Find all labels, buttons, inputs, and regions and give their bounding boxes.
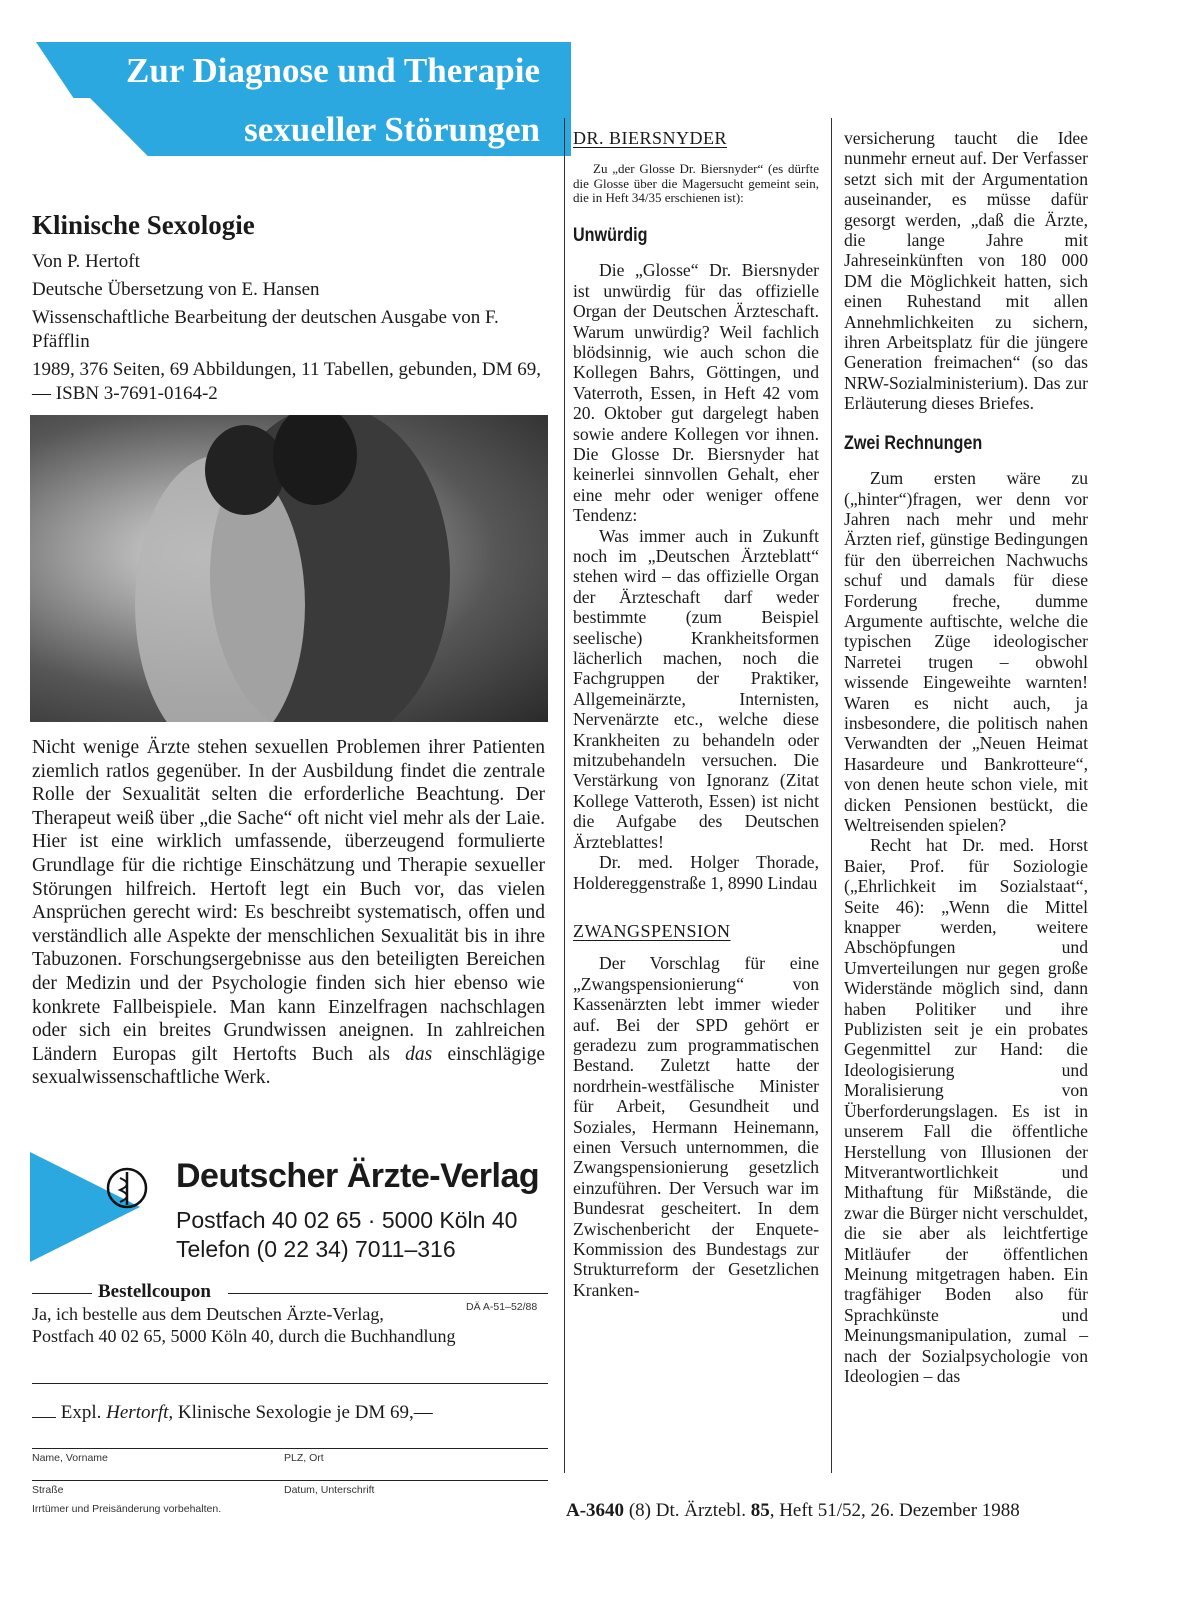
book-details: 1989, 376 Seiten, 69 Abbildungen, 11 Tabellen, gebunden, DM 69,— ISBN 3-7691-0164-2 bbox=[32, 359, 541, 404]
page-footer bbox=[566, 1500, 1112, 1522]
letter-intro: Zu „der Glosse Dr. Biersnyder“ (es dürfte die Glosse über die Magersucht gemeint sein, die in Heft 34/35 erschienen ist): bbox=[573, 161, 819, 206]
quantity-blank[interactable] bbox=[32, 1417, 56, 1418]
book-description bbox=[32, 736, 545, 1090]
footer-issue: , Heft 51/52, 26. Dezember 1988 bbox=[769, 1500, 1020, 1521]
coupon-text-1: Ja, ich bestelle aus dem Deutschen Ärzte-Verlag, bbox=[32, 1304, 384, 1324]
letter1-paragraph-1: Die „Glosse“ Dr. Biersnyder ist unwürdig für das offizielle Organ der Deutschen Ärzteschaft. Warum unwürdig? Weil fachlich blödsinnig, wie auch schon die Kollegen Bahrs, Göttingen, und Vaterroth, Essen, in Heft 42 vom 20. Oktober gut dargelegt haben sowie andere Kollegen vor ihnen. Die Glosse Dr. Biersnyder hat keinerlei sinnvollen Gehalt, eher eine mehr oder weniger offene Tendenz: bbox=[573, 260, 819, 526]
book-translation: Deutsche Übersetzung von E. Hansen bbox=[32, 279, 320, 300]
book-title: Klinische Sexologie bbox=[32, 210, 255, 240]
publisher-logo bbox=[30, 1152, 148, 1262]
coupon-title: Bestellcoupon bbox=[98, 1281, 211, 1302]
field-date-label: Datum, Unterschrift bbox=[284, 1484, 375, 1496]
letter2-paragraph-3: Recht hat Dr. med. Horst Baier, Prof. für Soziologie („Ehrlichkeit im Sozialstaat“, Seite 46): „Wenn die Mittel knapper werden, weitere Abschöpfungen und Umverteilungen nur gegen große Widerstände möglich sind, dann haben Politiker und ihre Publizisten seit je ein probates Gegenmittel zur Hand: die Ideologisierung und Moralisierung von Überforderungslagen. Es ist in unserem Fall die öffentliche Herstellung von Illusionen der Mitverantwortlichkeit und Mithaftung für Mißstände, die zwar die Bürger nicht verschuldet, die sie aber als leichtfertige Mitläufer der öffentlichen Meinung mitgetragen haben. Ein tragfähiger Boden also für Sprachkünste und Meinungsmanipulation, zumal – nach der Sozialpsychologie von Ideologien – das bbox=[844, 835, 1088, 1386]
letter1-signature: Dr. med. Holger Thorade, Holdereggenstraße 1, 8990 Lindau bbox=[573, 852, 819, 893]
letter1-paragraph-2: Was immer auch in Zukunft noch im „Deutschen Ärzteblatt“ stehen wird – das offizielle Organ der Ärzteschaft darf weder bestimmte (zum Beispiel seelische) Krankheitsformen lächerlich machen, noch die Fachgruppen der Praktiker, Allgemeinärzte, Internisten, Nervenärzte etc., welche diese Krankheiten zu behandeln oder mitzubehandeln versuchen. Die Verstärkung von Ignoranz (Zitat Kollege Vatteroth, Essen) ist nicht die Aufgabe des Deutschen Ärzteblattes! bbox=[573, 525, 819, 852]
book-editing: Wissenschaftliche Bearbeitung der deutschen Ausgabe von F. Pfäfflin bbox=[32, 307, 499, 352]
headline-unwuerdig: Unwürdig bbox=[573, 224, 648, 246]
banner-line2: sexueller Störungen bbox=[244, 110, 540, 149]
publisher-phone: Telefon (0 22 34) 7011–316 bbox=[176, 1236, 456, 1262]
footer-volume: 85 bbox=[750, 1500, 770, 1521]
headline-zwei-rechnungen: Zwei Rechnungen bbox=[844, 432, 983, 454]
description-text: Nicht wenige Ärzte stehen sexuellen Problemen ihrer Patienten ziemlich ratlos gegenüber. In der Ausbildung findet die zentrale Rolle der Sexualität selten die erforderliche Beachtung. Der Therapeut weiß über „die Sache“ oft nicht viel mehr als der Laie. Hier ist eine wirklich umfassende, überzeugend formulierte Grundlage für die richtige Einschätzung und Therapie sexueller Störungen hilfreich. Hertoft legt ein Buch vor, das vielen Ansprüchen gerecht wird: Es beschreibt systematisch, offen und verständlich alle Aspekte der menschlichen Sexualität bis in ihre Tabuzonen. Forschungsergebnisse aus den beteiligten Bereichen der Medizin und der Psychologie finden sich hier ebenso wie konkrete Fallbeispiele. Man kann Einzelfragen nachschlagen oder sich ein breites Grundwissen aneignen. In zahlreichen Ländern Europas gilt Hertofts Buch als bbox=[32, 737, 545, 1065]
coupon-rule-right bbox=[228, 1293, 548, 1294]
letters-column-1 bbox=[573, 128, 819, 1300]
section-dr-biersnyder: DR. BIERSNYDER bbox=[573, 128, 728, 148]
publisher-name: Deutscher Ärzte-Verlag bbox=[176, 1157, 540, 1195]
column-divider-1 bbox=[564, 118, 565, 1473]
page-number: A-3640 bbox=[566, 1500, 625, 1521]
coupon-line-bookstore[interactable] bbox=[32, 1383, 548, 1384]
name-field-line[interactable] bbox=[32, 1448, 548, 1449]
coupon-order-line[interactable] bbox=[32, 1402, 433, 1424]
letter2-continuation: versicherung taucht die Idee nunmehr erneut auf. Der Verfasser setzt sich mit der Argumentation auseinander, es müsse dafür gesorgt werden, „daß die Ärzte, die lange Jahre mit Jahreseinkünften von 180 000 DM die Möglichkeit hatten, sich einen Ruhestand mit allen Annehmlichkeiten zu sichern, ihren Arbeitsplatz für die jüngere Generation freimachen“ (so das NRW-Sozialministerium). Das zur Erläuterung dieses Briefes. bbox=[844, 128, 1088, 414]
footer-journal: (8) Dt. Ärztebl. bbox=[628, 1500, 746, 1521]
banner-line1: Zur Diagnose und Therapie bbox=[126, 51, 540, 90]
field-plz-label: PLZ, Ort bbox=[284, 1452, 324, 1464]
publisher-triangle-icon bbox=[30, 1152, 148, 1262]
column-divider-2 bbox=[831, 118, 832, 1473]
figures-photo-icon bbox=[30, 415, 548, 722]
coupon-text-2: Postfach 40 02 65, 5000 Köln 40, durch die Buchhandlung bbox=[32, 1326, 456, 1346]
publisher-block bbox=[176, 1157, 539, 1264]
disclaimer: Irrtümer und Preisänderung vorbehalten. bbox=[32, 1503, 222, 1515]
order-author: Hertorft, bbox=[106, 1402, 174, 1423]
description-emphasis: das bbox=[405, 1043, 433, 1065]
book-meta bbox=[32, 250, 547, 406]
coupon-code: DÄ A-51–52/88 bbox=[466, 1301, 538, 1313]
letter2-paragraph-1: Der Vorschlag für eine „Zwangspensionierung“ von Kassenärzten lebt immer wieder auf. Bei der SPD gehört er geradezu zum programmatischen Bestand. Zuletzt hatte der nordrhein-westfälische Minister für Arbeit, Gesundheit und Soziales, Hermann Heinemann, einen Versuch unternommen, die Zwangspensionierung gesetzlich einzuführen. Der Versuch war im Bundesrat gescheitert. In dem Zwischenbericht der Enquete-Kommission des Bundestags zur Strukturreform der Gesetzlichen Kranken- bbox=[573, 953, 819, 1300]
coupon-rule-left bbox=[32, 1293, 92, 1294]
book-author: Von P. Hertoft bbox=[32, 251, 140, 272]
letters-column-2 bbox=[844, 128, 1088, 1386]
book-cover-photo bbox=[30, 415, 548, 722]
publisher-address: Postfach 40 02 65 · 5000 Köln 40 bbox=[176, 1207, 518, 1233]
section-zwangspension: ZWANGSPENSION bbox=[573, 920, 731, 941]
street-field-line[interactable] bbox=[32, 1480, 548, 1481]
field-name-label: Name, Vorname bbox=[32, 1452, 108, 1464]
field-street-label: Straße bbox=[32, 1484, 64, 1496]
description-end: einschlägige sexualwissenschaftliche Werk. bbox=[32, 1043, 545, 1089]
order-rest: Klinische Sexologie je DM 69,— bbox=[173, 1402, 433, 1423]
order-prefix: Expl. bbox=[60, 1402, 102, 1423]
letter2-paragraph-2: Zum ersten wäre zu („hinter“)fragen, wer denn vor Jahren nach mehr und mehr Ärzten rief, günstige Bedingungen für den überreichen Nachwuchs schuf und damals für diese Forderung freche, dumme Argumente auftischte, welche die typischen Züge ideologischer Narretei trugen – obwohl wissende Eingeweihte warnten! Waren es nicht auch, ja insbesondere, die politisch nahen Verwandten der „Neuen Heimat Hasardeure und Bankrotteure“, von denen heute schon viele, mit dicken Pensionen bestückt, die Weltreisenden spielen? bbox=[844, 468, 1088, 835]
